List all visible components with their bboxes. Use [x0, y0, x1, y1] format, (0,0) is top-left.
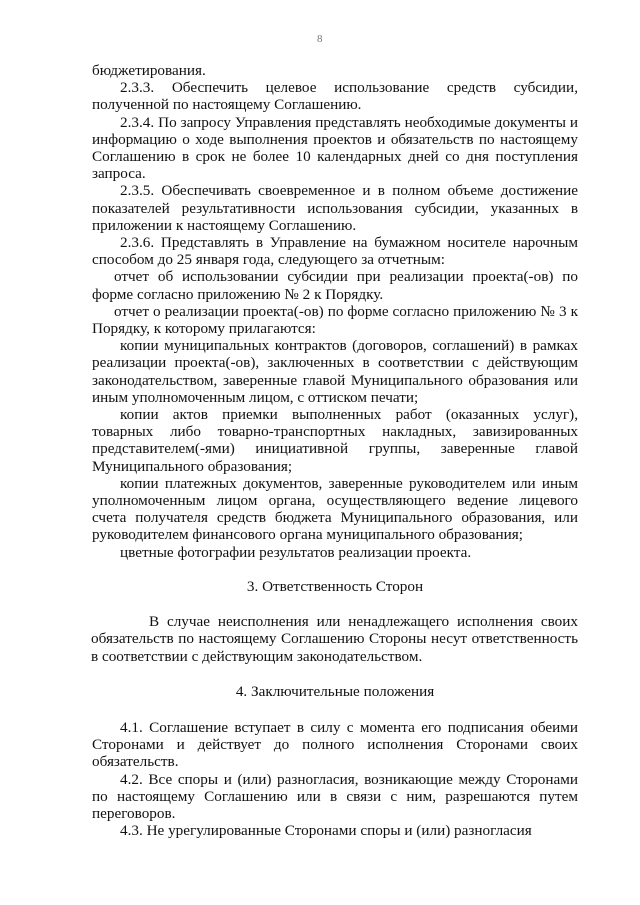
- paragraph-2-3-5: 2.3.5. Обеспечивать своевременное и в полном объеме достижение показателей результативности использования субсидии, указанных в приложении к настоящему Соглашению.: [92, 182, 578, 234]
- paragraph-4-3: 4.3. Не урегулированные Сторонами споры и (или) разногласия: [120, 822, 532, 840]
- section-3-body: В случае неисполнения или ненадлежащего исполнения своих обязательств по настоящему Соглашению Стороны несут ответственность в соответствии с действующим законодательством.: [91, 613, 578, 665]
- section-4-title: 4. Заключительные положения: [235, 682, 435, 700]
- paragraph-2-3-4: 2.3.4. По запросу Управления представлять необходимые документы и информацию о ходе выполнения проектов и обязательств по настоящему Соглашению в срок не более 10 календарных дней со дня поступления запроса.: [92, 113, 578, 183]
- section-3-title: 3. Ответственность Сторон: [246, 577, 424, 595]
- paragraph-2-3-6: 2.3.6. Представлять в Управление на бумажном носителе нарочным способом до 25 января года, следующего за отчетным:: [92, 234, 578, 269]
- paragraph-copies-payments: копии платежных документов, заверенные руководителем или иным уполномоченным лицом органа, осуществляющего ведение лицевого счета получателя средств бюджета Муниципального образования, или руководителем финансового органа муниципального образования;: [92, 474, 578, 544]
- paragraph-report-project: отчет о реализации проекта(-ов) по форме согласно приложению № 3 к Порядку, к которому прилагаются:: [92, 302, 578, 338]
- page-number: 8: [317, 33, 323, 45]
- paragraph-4-1: 4.1. Соглашение вступает в силу с момента его подписания обеими Сторонами и действует до полного исполнения Сторонами своих обязательств.: [92, 718, 578, 771]
- paragraph-photos: цветные фотографии результатов реализации проекта.: [120, 543, 472, 561]
- paragraph-continuation: бюджетирования.: [92, 62, 206, 79]
- paragraph-2-3-3: 2.3.3. Обеспечить целевое использование средств субсидии, полученной по настоящему Соглашению.: [92, 79, 578, 114]
- paragraph-copies-acts: копии актов приемки выполненных работ (оказанных услуг), товарных либо товарно-транспортных накладных, завизированных представителем(-ями) инициативной группы, заверенные главой Муниципального образования;: [92, 406, 578, 475]
- paragraph-report-subsidy: отчет об использовании субсидии при реализации проекта(-ов) по форме согласно приложению № 2 к Порядку.: [92, 268, 578, 303]
- paragraph-4-2: 4.2. Все споры и (или) разногласия, возникающие между Сторонами по настоящему Соглашению или в связи с ним, разрешаются путем переговоров.: [92, 770, 578, 822]
- document-body: [92, 62, 578, 839]
- paragraph-copies-contracts: копии муниципальных контрактов (договоров, соглашений) в рамках реализации проекта(-ов), заключенных в соответствии с действующим законодательством, заверенные главой Муниципального образования или иным уполномоченным лицом, с оттиском печати;: [92, 337, 578, 406]
